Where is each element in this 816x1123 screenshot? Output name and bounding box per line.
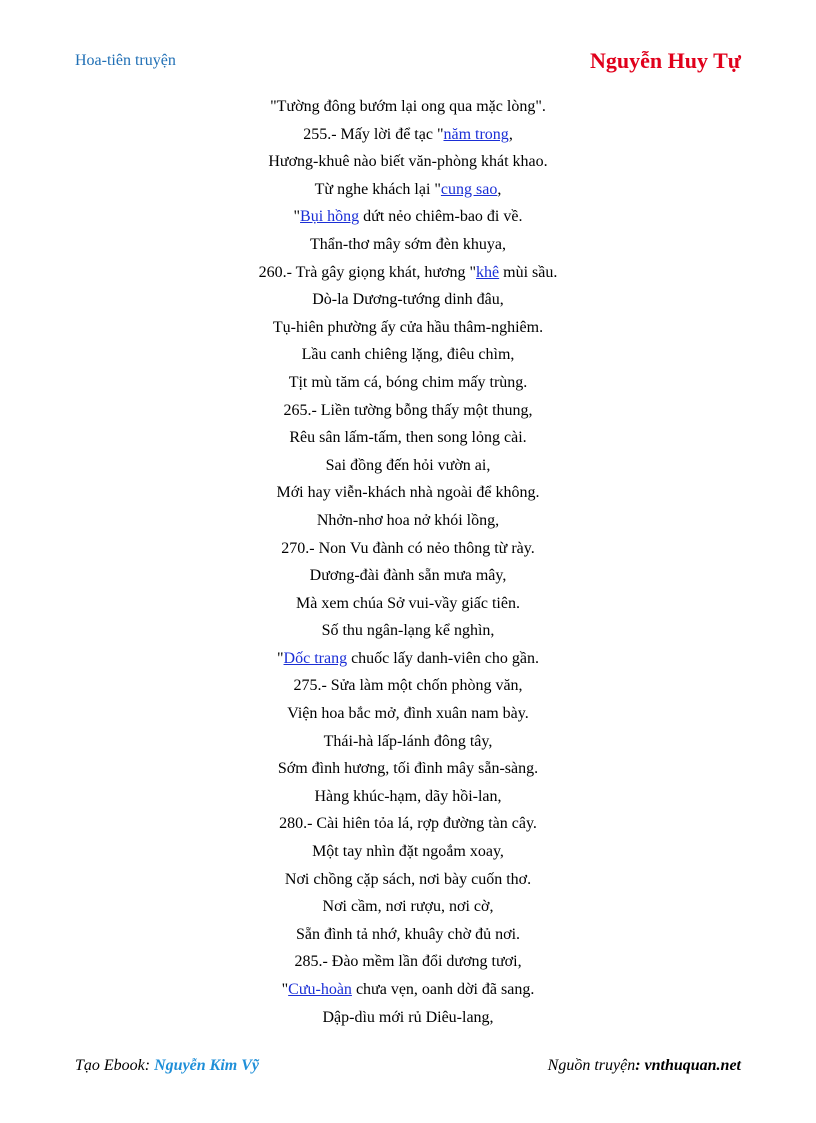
poem-text: Hương-khuê nào biết văn-phòng khát khao. bbox=[268, 153, 548, 171]
poem-line bbox=[0, 645, 816, 673]
poem-line bbox=[0, 535, 816, 563]
source-site: vnthuquan.net bbox=[644, 1057, 741, 1074]
annotation-link[interactable]: khê bbox=[476, 263, 500, 281]
poem-text: " bbox=[293, 208, 301, 226]
poem-text: Sớm đình hương, tối đình mây sẵn-sàng. bbox=[277, 760, 539, 778]
poem-line bbox=[0, 397, 816, 425]
poem-line bbox=[0, 93, 816, 121]
poem-text: Nhởn-nhơ hoa nở khói lồng, bbox=[316, 511, 500, 529]
poem-text: , bbox=[508, 125, 513, 143]
poem-line bbox=[0, 755, 816, 783]
poem-line bbox=[0, 1004, 816, 1032]
poem-line bbox=[0, 893, 816, 921]
poem-line bbox=[0, 479, 816, 507]
poem-line bbox=[0, 617, 816, 645]
poem-text: mùi sầu. bbox=[499, 263, 558, 281]
poem-text: dứt nẻo chiêm-bao đi về. bbox=[359, 208, 523, 226]
poem-text: " bbox=[277, 649, 284, 667]
poem-text: 260.- Trà gây giọng khát, hương " bbox=[258, 263, 477, 281]
poem-text: 265.- Liền tường bỗng thấy một thung, bbox=[283, 401, 533, 419]
poem-text: Từ nghe khách lại " bbox=[314, 180, 441, 198]
annotation-link[interactable]: năm trong bbox=[443, 125, 509, 143]
poem-line bbox=[0, 452, 816, 480]
poem-text: Nơi chồng cặp sách, nơi bày cuốn thơ. bbox=[284, 870, 532, 888]
poem-text: 275.- Sửa làm một chốn phòng văn, bbox=[293, 677, 523, 695]
poem-line bbox=[0, 590, 816, 618]
poem-text: chưa vẹn, oanh dời đã sang. bbox=[351, 981, 535, 998]
source-credit bbox=[548, 1057, 741, 1075]
poem-text: Sẵn đình tả nhớ, khuây chờ đủ nơi. bbox=[295, 925, 521, 943]
poem-text: Một tay nhìn đặt ngoắm xoay, bbox=[312, 843, 504, 861]
poem-text: Sai đồng đến hỏi vườn ai, bbox=[325, 456, 491, 474]
poem-line bbox=[0, 976, 816, 1004]
poem-text: 255.- Mấy lời để tạc " bbox=[303, 125, 444, 143]
poem-text: Mà xem chúa Sở vui-vầy giấc tiên. bbox=[296, 594, 520, 612]
poem-text: Tụ-hiên phường ấy cửa hầu thâm-nghiêm. bbox=[272, 318, 544, 336]
poem-line bbox=[0, 700, 816, 728]
poem-text: Số thu ngân-lạng kể nghìn, bbox=[321, 622, 495, 640]
poem-line bbox=[0, 341, 816, 369]
poem-line bbox=[0, 562, 816, 590]
poem-line bbox=[0, 810, 816, 838]
poem-line bbox=[0, 866, 816, 894]
poem-line bbox=[0, 783, 816, 811]
poem-line bbox=[0, 286, 816, 314]
poem-text: , bbox=[497, 180, 502, 198]
poem-line bbox=[0, 921, 816, 949]
poem-line bbox=[0, 728, 816, 756]
source-label: Nguồn truyện bbox=[547, 1057, 636, 1074]
poem-line bbox=[0, 507, 816, 535]
ebook-separator: : bbox=[144, 1057, 155, 1074]
poem-line bbox=[0, 231, 816, 259]
author-name: Nguyễn Huy Tự bbox=[590, 48, 741, 73]
poem-text: Dập-dìu mới rủ Diêu-lang, bbox=[322, 1008, 494, 1026]
poem-text: Tịt mù tăm cá, bóng chim mấy trùng. bbox=[288, 373, 528, 391]
document-title: Hoa-tiên truyện bbox=[75, 52, 176, 69]
poem-line bbox=[0, 369, 816, 397]
ebook-label: Tạo Ebook bbox=[75, 1057, 145, 1074]
ebook-credit bbox=[75, 1057, 259, 1075]
poem-line bbox=[0, 259, 816, 287]
source-separator: : bbox=[635, 1057, 645, 1074]
poem-text: 285.- Đào mềm lần đổi dương tươi, bbox=[294, 953, 522, 971]
poem-line bbox=[0, 176, 816, 204]
poem-text: chuốc lấy danh-viên cho gần. bbox=[347, 649, 539, 667]
poem-line bbox=[0, 838, 816, 866]
annotation-link[interactable]: Bụi hồng bbox=[300, 208, 360, 226]
poem-text: 270.- Non Vu đành có nẻo thông từ rày. bbox=[281, 539, 535, 557]
poem-body bbox=[0, 93, 816, 1031]
poem-text: Lầu canh chiêng lặng, điêu chìm, bbox=[301, 346, 515, 364]
poem-line bbox=[0, 314, 816, 342]
annotation-link[interactable]: Cưu-hoàn bbox=[288, 981, 352, 998]
ebook-creator-name: Nguyễn Kim Vỹ bbox=[154, 1057, 259, 1074]
annotation-link[interactable]: cung sao bbox=[440, 180, 498, 198]
poem-text: Thái-hà lấp-lánh đông tây, bbox=[323, 732, 493, 750]
poem-line bbox=[0, 203, 816, 231]
poem-text: Viện hoa bắc mở, đình xuân nam bày. bbox=[287, 705, 529, 723]
poem-text: Nơi cầm, nơi rượu, nơi cờ, bbox=[322, 898, 494, 916]
poem-line bbox=[0, 948, 816, 976]
poem-text: Mới hay viễn-khách nhà ngoài để không. bbox=[276, 484, 540, 502]
poem-text: 280.- Cài hiên tỏa lá, rợp đường tàn cây. bbox=[279, 815, 537, 833]
poem-text: Dương-đài đành sẵn mưa mây, bbox=[309, 567, 507, 585]
poem-text: " bbox=[281, 981, 289, 998]
poem-text: Thẩn-thơ mây sớm đèn khuya, bbox=[310, 235, 506, 253]
poem-line bbox=[0, 424, 816, 452]
poem-line bbox=[0, 672, 816, 700]
poem-text: Dò-la Dương-tướng dinh đâu, bbox=[312, 291, 504, 309]
poem-text: Rêu sân lấm-tấm, then song lỏng cài. bbox=[289, 429, 527, 447]
poem-line bbox=[0, 148, 816, 176]
annotation-link[interactable]: Dốc trang bbox=[283, 649, 348, 667]
poem-text: Hàng khúc-hạm, dãy hồi-lan, bbox=[314, 787, 502, 805]
poem-text: "Tường đông bướm lại ong qua mặc lòng". bbox=[270, 98, 546, 115]
poem-line bbox=[0, 121, 816, 149]
